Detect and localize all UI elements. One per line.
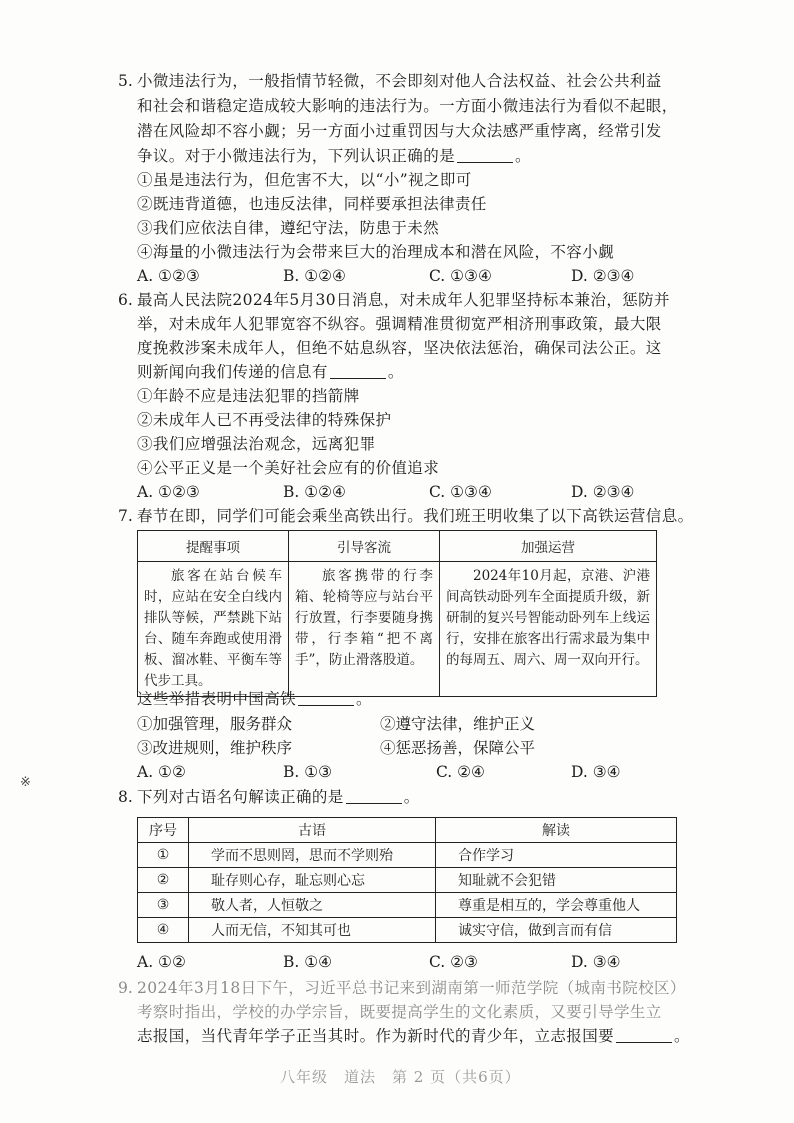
- q7-question: 这些举措表明中国高铁 。: [137, 690, 372, 708]
- q7-number: 7.: [118, 507, 133, 525]
- table-header: 加强运营: [440, 531, 657, 562]
- q7-stem: 春节在即，同学们可能会乘坐高铁出行。我们班王明收集了以下高铁运营信息。: [137, 507, 694, 525]
- q7-answer-blank: [298, 691, 354, 706]
- q7-option-d: D. ③④: [571, 763, 621, 781]
- q6-stem-line-4: 则新闻向我们传递的信息有 。: [137, 363, 404, 381]
- q5-item-2: ②既违背道德，也违反法律，同样要承担法律责任: [137, 195, 487, 213]
- table-row: [138, 843, 677, 868]
- table-cell: 敬人者，人恒敬之: [189, 893, 436, 918]
- q5-item-1: ①虽是违法行为，但危害不大，以“小”视之即可: [137, 171, 472, 189]
- q9-stem-line-2: 考察时指出，学校的办学宗旨，既要提高学生的文化素质，又要引导学生立: [137, 1003, 662, 1021]
- q9-answer-blank: [616, 1028, 672, 1043]
- table-cell: ④: [138, 918, 189, 943]
- table-header: 引导客流: [289, 531, 440, 562]
- table-cell: 尊重是相互的，学会尊重他人: [436, 893, 677, 918]
- q7-item-4: ④惩恶扬善，保障公平: [380, 739, 536, 757]
- q8-option-c: C. ②③: [429, 953, 478, 971]
- q5-option-b: B. ①②④: [283, 267, 346, 285]
- q8-option-b: B. ①④: [283, 953, 333, 971]
- q5-number: 5.: [118, 72, 133, 90]
- q5-option-a: A. ①②③: [137, 267, 200, 285]
- q6-stem-line-2: 举，对未成年人犯罪宽容不纵容。强调精准贯彻宽严相济刑事政策，最大限: [137, 315, 662, 333]
- q6-item-3: ③我们应增强法治观念，远离犯罪: [137, 435, 376, 453]
- table-cell: 人而无信，不知其可也: [189, 918, 436, 943]
- q5-answer-blank: [457, 148, 513, 163]
- q7-item-3: ③改进规则，维护秩序: [137, 739, 293, 757]
- q6-option-a: A. ①②③: [137, 483, 200, 501]
- table-row: [138, 893, 677, 918]
- q5-stem-line-2: 和社会和谐稳定造成较大影响的违法行为。一方面小微违法行为看似不起眼，: [137, 97, 678, 115]
- q5-option-d: D. ②③④: [571, 267, 635, 285]
- q6-number: 6.: [118, 291, 133, 309]
- q9-stem-line-3: 志报国，当代青年学子正当其时。作为新时代的青少年，立志报国要 。: [137, 1027, 690, 1045]
- q6-option-c: C. ①③④: [429, 483, 492, 501]
- q6-item-4: ④公平正义是一个美好社会应有的价值追求: [137, 459, 440, 477]
- table-cell: 知耻就不会犯错: [436, 868, 677, 893]
- q6-stem-line-3: 度挽救涉案未成年人，但绝不姑息纵容，坚决依法惩治，确保司法公正。这: [137, 339, 662, 357]
- q7-item-1: ①加强管理，服务群众: [137, 715, 293, 733]
- q5-stem-line-1: 小微违法行为，一般指情节轻微，不会即刻对他人合法权益、社会公共利益: [137, 72, 662, 90]
- q9-number: 9.: [118, 979, 133, 997]
- table-header-row: [138, 818, 677, 843]
- table-header: 古语: [189, 818, 436, 843]
- table-cell: 耻存则心存，耻忘则心忘: [189, 868, 436, 893]
- table-cell: ②: [138, 868, 189, 893]
- page-footer: 八年级 道法 第 2 页（共6页）: [280, 1068, 521, 1086]
- table-cell: 诚实守信，做到言而有信: [436, 918, 677, 943]
- q5-option-c: C. ①③④: [429, 267, 492, 285]
- q6-answer-blank: [330, 364, 386, 379]
- table-cell: 旅客在站台候车时，应站在安全白线内排队等候，严禁跳下站台、随车奔跑或使用滑板、溜冰鞋、平衡车等代步工具。: [138, 562, 289, 697]
- margin-mark: ※: [20, 775, 31, 790]
- table-header: 提醒事项: [138, 531, 289, 562]
- q7-option-b: B. ①③: [283, 763, 333, 781]
- q8-number: 8.: [118, 788, 133, 806]
- table-row: [138, 918, 677, 943]
- q8-option-d: D. ③④: [571, 953, 621, 971]
- q7-option-a: A. ①②: [137, 763, 186, 781]
- q5-item-4: ④海量的小微违法行为会带来巨大的治理成本和潜在风险，不容小觑: [137, 243, 615, 261]
- q6-item-1: ①年龄不应是违法犯罪的挡箭牌: [137, 387, 360, 405]
- table-cell: 旅客携带的行李箱、轮椅等应与站台平行放置，行李要随身携带，行李箱“把不离手”，防止滑落股道。: [289, 562, 440, 697]
- table-row: [138, 562, 657, 697]
- q6-option-b: B. ①②④: [283, 483, 346, 501]
- q5-stem-line-4: 争议。对于小微违法行为，下列认识正确的是 。: [137, 147, 531, 165]
- q6-stem-line-1: 最高人民法院2024年5月30日消息，对未成年人犯罪坚持标本兼治，惩防并: [137, 291, 670, 309]
- table-cell: ③: [138, 893, 189, 918]
- table-row: [138, 868, 677, 893]
- table-header: 序号: [138, 818, 189, 843]
- q6-item-2: ②未成年人已不再受法律的特殊保护: [137, 411, 392, 429]
- q7-info-table: [137, 530, 657, 697]
- q7-item-2: ②遵守法律，维护正义: [380, 715, 536, 733]
- table-cell: 学而不思则罔，思而不学则殆: [189, 843, 436, 868]
- table-cell: 2024年10月起，京港、沪港间高铁动卧列车全面提质升级，新研制的复兴号智能动卧列车上线运行，安排在旅客出行需求最为集中的每周五、周六、周一双向开行。: [440, 562, 657, 697]
- q8-option-a: A. ①②: [137, 953, 186, 971]
- q8-quote-table: [137, 817, 677, 943]
- q9-stem-line-1: 2024年3月18日下午，习近平总书记来到湖南第一师范学院（城南书院校区）: [137, 979, 686, 997]
- table-cell: ①: [138, 843, 189, 868]
- q5-stem-line-3: 潜在风险却不容小觑；另一方面小过重罚因与大众法感严重悖离，经常引发: [137, 122, 662, 140]
- q6-option-d: D. ②③④: [571, 483, 635, 501]
- q5-item-3: ③我们应依法自律，遵纪守法，防患于未然: [137, 219, 440, 237]
- table-cell: 合作学习: [436, 843, 677, 868]
- q8-answer-blank: [346, 789, 402, 804]
- table-header: 解读: [436, 818, 677, 843]
- q7-option-c: C. ②④: [436, 763, 485, 781]
- q8-stem: 下列对古语名句解读正确的是 。: [137, 788, 420, 806]
- table-header-row: [138, 531, 657, 562]
